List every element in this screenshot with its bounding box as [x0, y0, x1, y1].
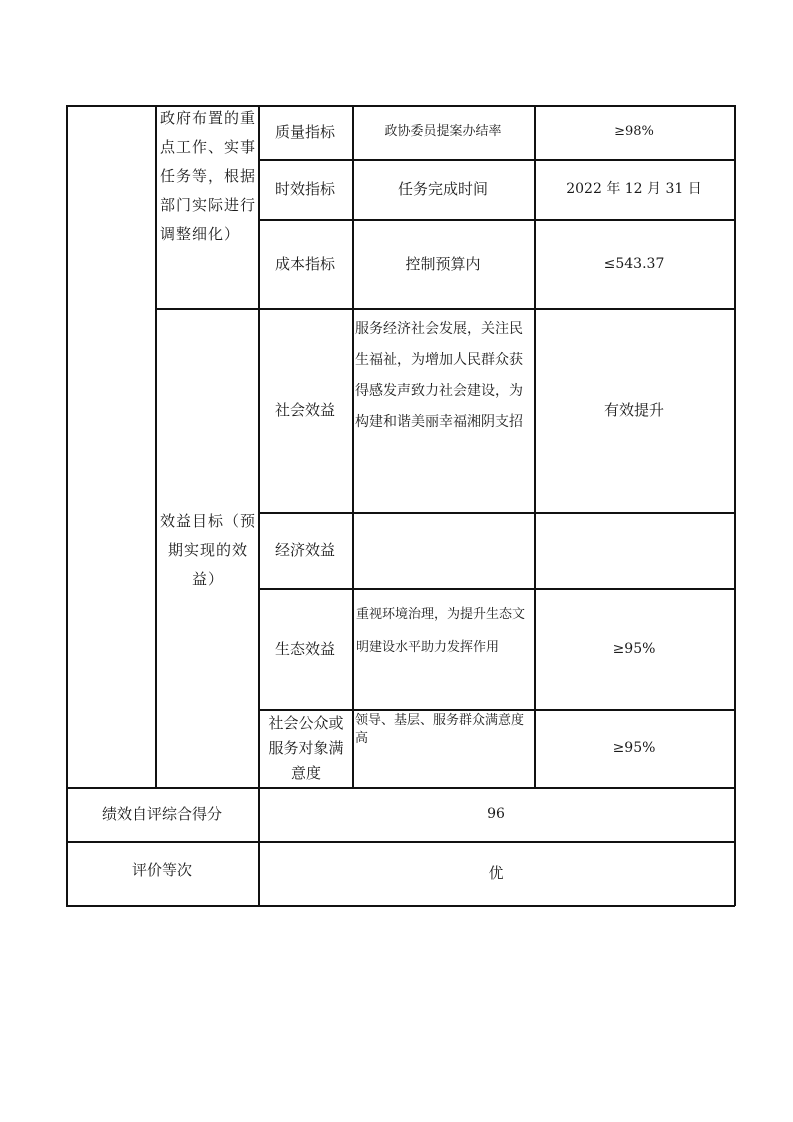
detail-social-benefit: 服务经济社会发展，关注民生福祉，为增加人民群众获得感发声致力社会建设，为构建和谐美丽幸福湘阴支招 — [355, 321, 523, 430]
border-left — [66, 105, 68, 906]
indicator-ecological-benefit: 生态效益 — [274, 639, 335, 658]
border-right — [734, 105, 736, 906]
indicator-economic-benefit: 经济效益 — [274, 541, 335, 559]
indicator-timeliness: 时效指标 — [274, 180, 335, 198]
value-cost: ≤543.37 — [603, 255, 665, 272]
detail-ecological-benefit: 重视环境治理，为提升生态文明建设水平助力发挥作用 — [356, 607, 526, 655]
value-timeliness: 2022 年 12 月 31 日 — [566, 181, 702, 197]
value-quality: ≥98% — [614, 124, 654, 139]
category-priority-work: 政府布置的重点工作、实事任务等，根据部门实际进行调整细化） — [160, 109, 257, 243]
indicator-satisfaction: 社会公众或服务对象满意度 — [268, 714, 344, 782]
grade-label: 评价等次 — [131, 861, 192, 879]
grade-value: 优 — [488, 864, 504, 882]
value-economic-benefit — [534, 512, 734, 588]
score-label: 绩效自评综合得分 — [101, 805, 222, 823]
indicator-social-benefit: 社会效益 — [274, 401, 335, 419]
score-value: 96 — [487, 806, 505, 822]
indicator-cost: 成本指标 — [274, 254, 335, 273]
detail-timeliness: 任务完成时间 — [397, 180, 488, 198]
detail-economic-benefit — [352, 512, 534, 588]
detail-cost: 控制预算内 — [405, 254, 481, 273]
value-social-benefit: 有效提升 — [603, 401, 664, 419]
value-ecological-benefit: ≥95% — [612, 640, 656, 657]
value-satisfaction: ≥95% — [612, 740, 656, 756]
border-col1 — [155, 105, 157, 787]
detail-quality: 政协委员提案办结率 — [384, 124, 502, 139]
category-benefit-goals: 效益目标（预期实现的效益） — [160, 511, 257, 588]
detail-satisfaction: 领导、基层、服务群众满意度高 — [355, 713, 525, 746]
border-bottom — [66, 905, 735, 907]
indicator-quality: 质量指标 — [274, 123, 335, 141]
